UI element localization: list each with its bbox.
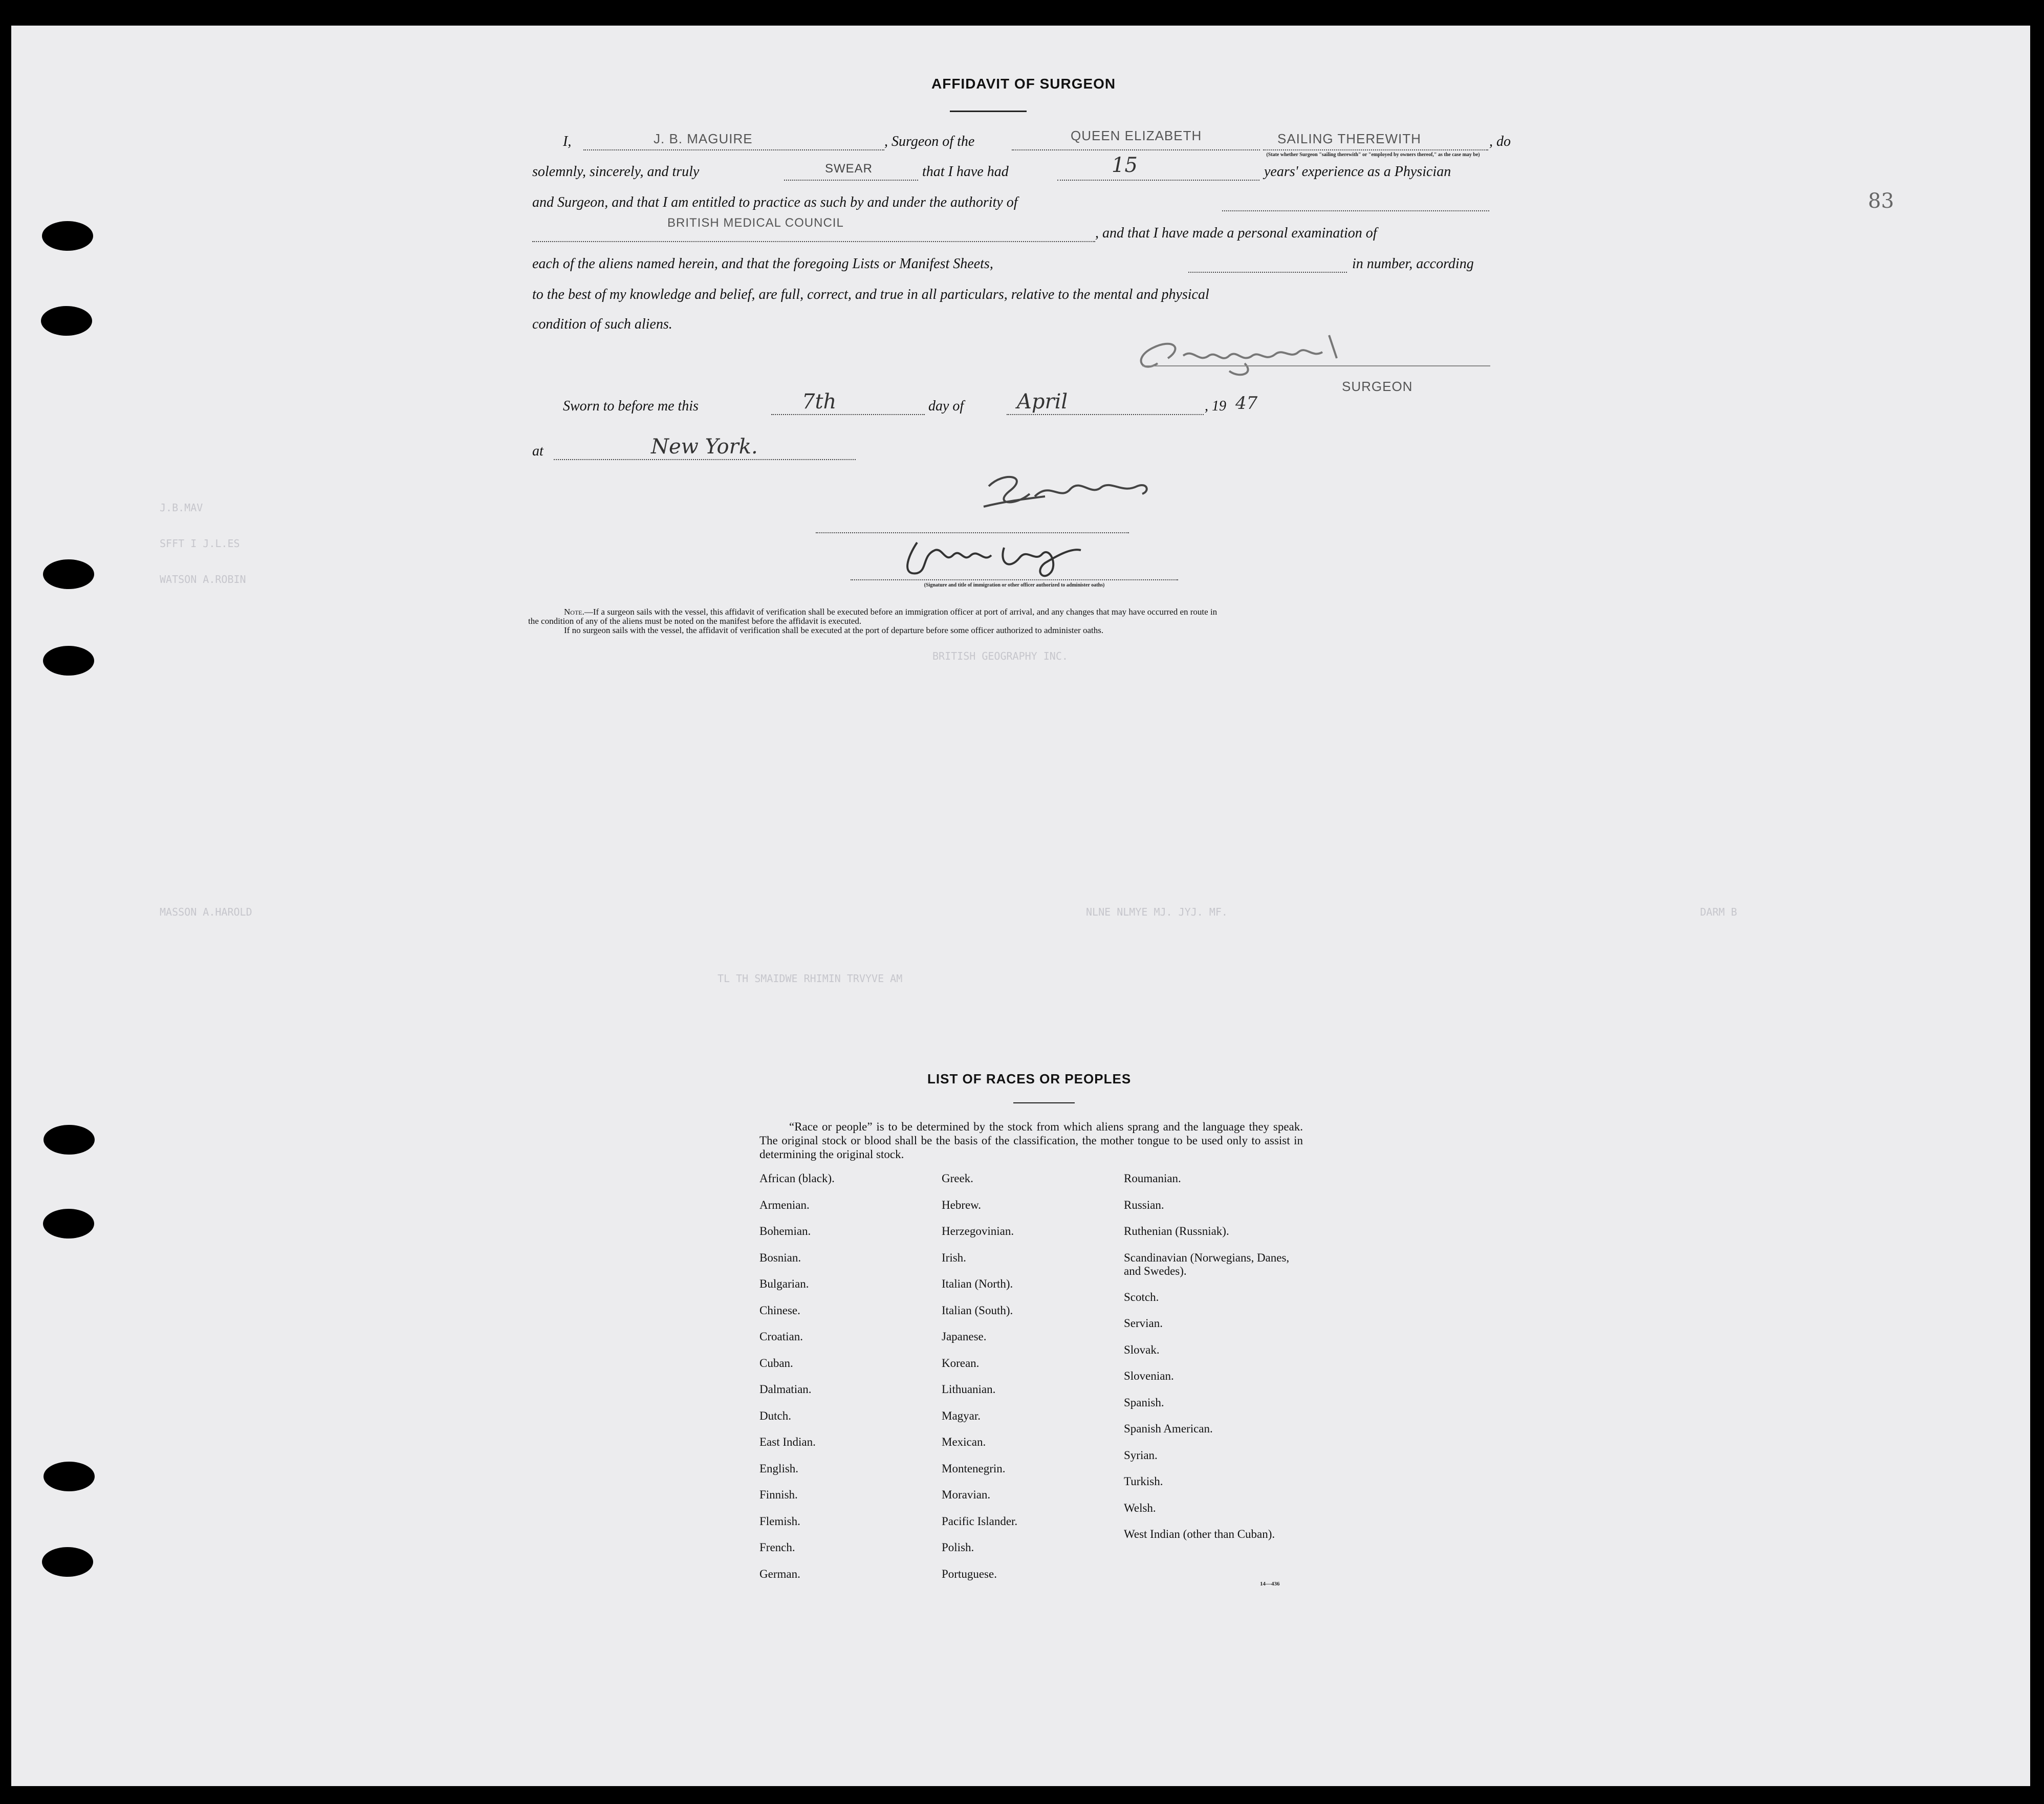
race-item: Italian (South). (942, 1303, 1013, 1317)
race-item: Finnish. (759, 1488, 798, 1501)
vessel-name: QUEEN ELIZABETH (1071, 128, 1202, 143)
race-item: Bulgarian. (759, 1277, 809, 1290)
officer-title-line (851, 579, 1178, 580)
title-underline (950, 111, 1027, 112)
bleed-through: BRITISH GEOGRAPHY INC. (932, 650, 1068, 662)
note-line2: the condition of any of the aliens must be noted on the manifest before the affidavit is executed. (528, 616, 862, 626)
binder-hole (42, 1547, 93, 1577)
sworn-mid: day of (928, 398, 964, 414)
page-number: 83 (1868, 189, 1894, 213)
line3: and Surgeon, and that I am entitled to practice as such by and under the authority of (532, 194, 1018, 210)
binder-hole (44, 1462, 95, 1491)
race-item: Servian. (1124, 1317, 1163, 1330)
line4-suffix: , and that I have made a personal examination of (1095, 225, 1377, 241)
race-item: Bohemian. (759, 1225, 811, 1237)
surgeon-name-field (583, 149, 884, 150)
surgeon-status: SAILING THEREWITH (1277, 131, 1421, 146)
race-item: West Indian (other than Cuban). (1124, 1528, 1275, 1540)
note-line3: If no surgeon sails with the vessel, the affidavit of verification shall be executed at the port of departure before some officer authorized to administer oaths. (564, 625, 1104, 635)
race-item: Montenegrin. (942, 1462, 1006, 1475)
authority-name: BRITISH MEDICAL COUNCIL (667, 216, 844, 230)
line2-suffix: years' experience as a Physician (1264, 164, 1451, 180)
place-field (554, 459, 856, 460)
note-line1: Note.—If a surgeon sails with the vessel, this affidavit of verification shall be executed before an immigration officer at port of arrival, and any changes that may have occurred en route in (564, 607, 1217, 617)
race-item: Pacific Islander. (942, 1514, 1018, 1528)
race-item: Greek. (942, 1172, 973, 1185)
sworn-month: April (1017, 390, 1068, 414)
race-item: Slovenian. (1124, 1370, 1174, 1382)
sworn-year: 47 (1235, 393, 1258, 414)
bleed-through: WATSON A.ROBIN (160, 573, 246, 585)
authority-field-b (532, 241, 1095, 242)
line6: to the best of my knowledge and belief, are full, correct, and true in all particulars, relative to the mental and physical (532, 287, 1209, 302)
month-field (1007, 414, 1204, 415)
race-item: Bosnian. (759, 1251, 801, 1264)
race-item: Turkish. (1124, 1475, 1163, 1488)
race-item: Magyar. (942, 1409, 981, 1422)
race-item: Spanish. (1124, 1396, 1164, 1409)
race-item: Japanese. (942, 1330, 987, 1343)
officer-title-signature (886, 527, 1153, 583)
race-item: Scandinavian (Norwegians, Danes, and Swedes). (1124, 1251, 1290, 1277)
binder-hole (44, 1125, 95, 1155)
sworn-day: 7th (802, 390, 837, 414)
document-sheet (11, 26, 2030, 1786)
line1-mid: , Surgeon of the (884, 134, 975, 149)
officer-caption: (Signature and title of immigration or other officer authorized to administer oaths) (924, 582, 1105, 588)
races-column-1 (759, 1172, 928, 1594)
races-column-3 (1124, 1172, 1293, 1567)
binder-hole (43, 646, 94, 676)
race-item: Herzegovinian. (942, 1225, 1014, 1237)
race-item: African (black). (759, 1172, 835, 1185)
status-field (1263, 149, 1488, 150)
races-intro: “Race or people” is to be determined by the stock from which aliens sprang and the language they speak. The original stock or blood shall be the basis of the classification, the mother tongue to be used only to assist in determining the original stock. (759, 1120, 1303, 1161)
vessel-field (1012, 149, 1260, 150)
race-item: Ruthenian (Russniak). (1124, 1225, 1229, 1237)
surgeon-label: SURGEON (1342, 379, 1413, 394)
race-item: Irish. (942, 1251, 966, 1264)
sworn-place: New York. (651, 435, 758, 459)
line1-prefix: I, (563, 134, 572, 149)
race-item: Scotch. (1124, 1290, 1159, 1303)
binder-hole (43, 1209, 94, 1238)
bleed-through: DARM B (1700, 906, 1737, 918)
oath-word: SWEAR (825, 162, 873, 176)
affidavit-note (528, 607, 1526, 635)
authority-field-a (1222, 210, 1489, 211)
race-item: Spanish American. (1124, 1422, 1213, 1435)
line2-prefix: solemnly, sincerely, and truly (532, 164, 700, 180)
races-column-2 (942, 1172, 1111, 1594)
form-code: 14—436 (1260, 1581, 1280, 1587)
race-item: Croatian. (759, 1330, 803, 1343)
bleed-through: J.B.MAV (160, 502, 203, 514)
race-item: Syrian. (1124, 1448, 1158, 1462)
bleed-through: MASSON A.HAROLD (160, 906, 252, 918)
race-item: French. (759, 1541, 795, 1554)
status-hint: (State whether Surgeon "sailing therewith" or "employed by owners thereof," as the case may be) (1266, 152, 1480, 158)
year-prefix: , 19 (1205, 398, 1226, 414)
bleed-through: SFFT I J.L.ES (160, 537, 240, 550)
race-item: Mexican. (942, 1436, 986, 1448)
years-field (1057, 180, 1259, 181)
race-item: Welsh. (1124, 1501, 1156, 1514)
race-item: Italian (North). (942, 1277, 1013, 1290)
note-label: Note. (564, 607, 584, 617)
years-value: 15 (1112, 154, 1138, 177)
bleed-through: NLNE NLMYE MJ. JYJ. MF. (1086, 906, 1228, 918)
line7: condition of such aliens. (532, 316, 672, 332)
races-underline (1013, 1102, 1075, 1103)
surgeon-signature-line (1142, 365, 1490, 366)
officer-signature (973, 466, 1188, 522)
race-item: Roumanian. (1124, 1172, 1181, 1185)
line1-suffix: , do (1489, 134, 1511, 149)
surgeon-name: J. B. MAGUIRE (654, 131, 753, 146)
race-item: Dutch. (759, 1409, 791, 1422)
race-item: Russian. (1124, 1198, 1164, 1211)
binder-hole (42, 221, 93, 251)
at-label: at (532, 443, 543, 459)
race-item: Portuguese. (942, 1567, 997, 1580)
oath-field (784, 180, 918, 181)
race-item: Lithuanian. (942, 1383, 996, 1396)
line2-mid: that I have had (922, 164, 1009, 180)
race-item: Cuban. (759, 1356, 793, 1370)
surgeon-signature (1122, 328, 1378, 384)
race-item: East Indian. (759, 1436, 816, 1448)
binder-hole (43, 559, 94, 589)
race-item: Flemish. (759, 1514, 800, 1528)
race-item: Moravian. (942, 1488, 991, 1501)
affidavit-title: AFFIDAVIT OF SURGEON (931, 76, 1116, 92)
sworn-prefix: Sworn to before me this (563, 398, 699, 414)
race-item: Dalmatian. (759, 1383, 812, 1396)
line5-prefix: each of the aliens named herein, and that the foregoing Lists or Manifest Sheets, (532, 256, 993, 272)
races-title: LIST OF RACES OR PEOPLES (927, 1071, 1132, 1086)
race-item: German. (759, 1567, 800, 1580)
race-item: Slovak. (1124, 1343, 1160, 1356)
binder-hole (41, 306, 92, 336)
race-item: English. (759, 1462, 799, 1475)
race-item: Armenian. (759, 1198, 810, 1211)
sheets-count-field (1188, 272, 1347, 273)
race-item: Chinese. (759, 1303, 800, 1317)
bleed-through: TL TH SMAIDWE RHIMIN TRVYVE AM (717, 972, 903, 985)
race-item: Korean. (942, 1356, 980, 1370)
race-item: Hebrew. (942, 1198, 982, 1211)
line5-suffix: in number, according (1352, 256, 1474, 272)
day-field (771, 414, 925, 415)
race-item: Polish. (942, 1541, 974, 1554)
